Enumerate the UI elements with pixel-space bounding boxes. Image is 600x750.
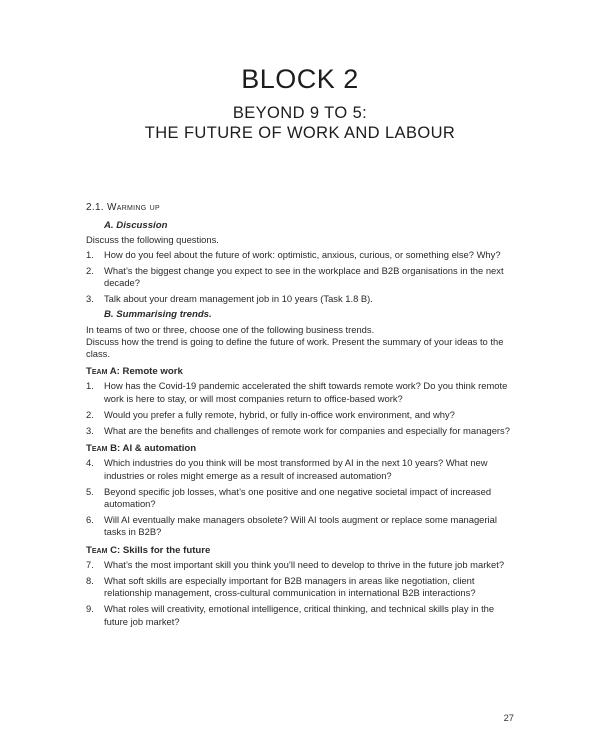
page-number: 27 (503, 712, 514, 723)
question-number: 6. (86, 514, 94, 526)
team-topic: Remote work (122, 366, 183, 378)
part-a-question-list (86, 249, 514, 306)
team-c-question-list (86, 559, 514, 628)
team-b-heading (86, 443, 514, 455)
question-text: What’s the most important skill you think you’ll need to develop to thrive in the future job market? (104, 558, 505, 570)
question-number: 1. (86, 380, 94, 392)
question-number: 1. (86, 248, 94, 260)
list-item (86, 603, 514, 627)
question-text: Would you prefer a fully remote, hybrid, or fully in-office work environment, and why? (104, 408, 455, 420)
question-text: What are the benefits and challenges of remote work for companies and especially for managers? (104, 425, 510, 437)
section-title: Warming up (106, 202, 160, 213)
question-text: Talk about your dream management job in 10 years (Task 1.8 B). (104, 293, 373, 305)
team-topic: Skills for the future (122, 544, 211, 556)
list-item (86, 293, 514, 305)
list-item (86, 575, 514, 599)
part-b-instruction-2: Discuss how the trend is going to define the future of work. Present the summary of your ideas to the class. (86, 335, 504, 360)
list-item (86, 380, 514, 404)
question-text: What’s the biggest change you expect to see in the workplace and B2B organisations in the next decade? (104, 264, 504, 289)
team-label: Team B: (86, 443, 121, 455)
team-label: Team C: (86, 544, 121, 556)
part-b-heading: B. Summarising trends. (104, 309, 212, 321)
question-number: 9. (86, 603, 94, 615)
list-item (86, 425, 514, 437)
section-heading (86, 202, 514, 214)
question-number: 3. (86, 293, 94, 305)
part-a-heading: A. Discussion (104, 220, 168, 232)
team-b-question-list (86, 457, 514, 538)
question-number: 4. (86, 457, 94, 469)
section-number: 2.1. (86, 202, 104, 213)
chapter-subtitle-line-1: BEYOND 9 TO 5: (232, 104, 368, 122)
question-text: How has the Covid-19 pandemic accelerated the shift towards remote work? Do you think remote work is here to stay, or will most companies return to office-based work? (104, 380, 508, 404)
question-number: 5. (86, 485, 94, 497)
list-item (86, 409, 514, 421)
question-text: What roles will creativity, emotional intelligence, critical thinking, and technical skills play in the future job market? (104, 603, 495, 627)
team-topic: AI & automation (122, 443, 197, 455)
list-item (86, 249, 514, 261)
part-a-instruction: Discuss the following questions. (86, 234, 219, 246)
part-b-instruction-1: In teams of two or three, choose one of the following business trends. (86, 323, 375, 335)
chapter-subtitle-line-2: THE FUTURE OF WORK AND LABOUR (144, 124, 456, 142)
team-a-heading (86, 366, 514, 378)
question-number: 7. (86, 558, 94, 570)
question-number: 2. (86, 408, 94, 420)
question-text: Which industries do you think will be most transformed by AI in the next 10 years? What new industries or roles might emerge as a result of increased automation? (104, 457, 488, 481)
team-c-heading (86, 545, 514, 557)
team-a-question-list (86, 380, 514, 437)
block-title: BLOCK 2 (241, 64, 359, 94)
question-text: How do you feel about the future of work: optimistic, anxious, curious, or something else? Why? (104, 248, 501, 260)
list-item (86, 514, 514, 538)
list-item (86, 265, 514, 289)
question-number: 8. (86, 575, 94, 587)
list-item (86, 559, 514, 571)
question-number: 3. (86, 425, 94, 437)
question-text: What soft skills are especially important for B2B managers in areas like negotiation, client relationship management, cross-cultural communication in international B2B interactions? (104, 575, 476, 599)
page-content (86, 202, 514, 632)
question-text: Will AI eventually make managers obsolete? Will AI tools augment or replace some managerial tasks in B2B? (104, 514, 497, 538)
question-text: Beyond specific job losses, what’s one positive and one negative societal impact of increased automation? (104, 485, 492, 510)
question-number: 2. (86, 264, 94, 276)
list-item (86, 486, 514, 510)
list-item (86, 457, 514, 481)
team-label: Team A: (86, 366, 120, 378)
